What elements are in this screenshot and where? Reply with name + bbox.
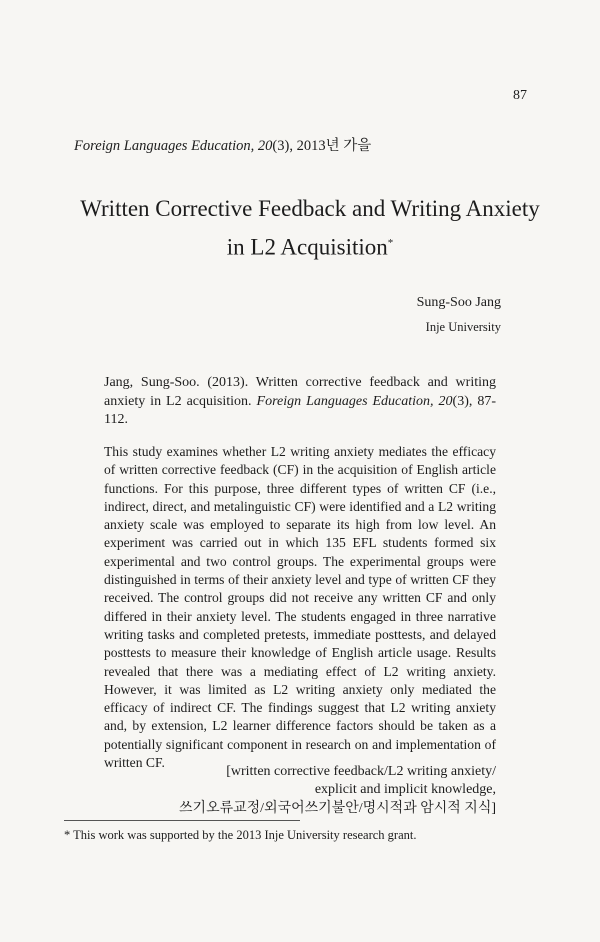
footnote-divider	[64, 820, 300, 821]
citation-volume: 20	[438, 393, 453, 409]
citation-journal: Foreign Languages Education,	[256, 393, 434, 409]
paper-title	[40, 192, 580, 265]
citation	[104, 374, 496, 430]
title-line-1: Written Corrective Feedback and Writing Anxiety	[80, 196, 540, 221]
journal-volume: 20	[257, 138, 273, 154]
journal-name: Foreign Languages Education,	[74, 138, 255, 154]
author-block	[417, 290, 501, 340]
abstract: This study examines whether L2 writing anxiety mediates the efficacy of written corrective feedback (CF) in the acquisition of English article functions. For this purpose, three different types of written CF (i.e., indirect, direct, and metalinguistic CF) were identified and a L2 writing anxiety scale was employed to separate its high from low level. An experiment was carried out in which 135 EFL students formed six experimental and two control groups. The experimental groups were distinguished in terms of their anxiety level and type of written CF they received. The control groups did not receive any written CF and only differed in their anxiety level. The students engaged in three narrative writing tasks and completed pretests, immediate posttests, and delayed posttests to measure their knowledge of English article usage. Results revealed that there was a mediating effect of L2 writing anxiety. However, it was limited as L2 writing anxiety only mediated the efficacy of indirect CF. The findings suggest that L2 writing anxiety and, by extension, L2 learner difference factors should be taken as a potentially significant component in research on and implementation of written CF.	[104, 444, 496, 771]
keywords	[179, 763, 496, 818]
keywords-line-2: explicit and implicit knowledge,	[314, 782, 496, 798]
journal-header	[74, 134, 371, 155]
keywords-line-3: 쓰기오류교정/외국어쓰기불안/명시적과 암시적 지식]	[179, 800, 496, 816]
keywords-line-1: [written corrective feedback/L2 writing anxiety/	[226, 764, 496, 779]
citation-prefix: Jang, Sung-Soo. (2013). Written corrective feedback and writing anxiety in L2 acquisition.	[104, 375, 496, 409]
title-line-2	[40, 226, 580, 265]
author-name: Sung-Soo Jang	[416, 295, 501, 310]
title-line-2-text: in L2 Acquisition	[226, 234, 388, 260]
footnote: * This work was supported by the 2013 Inje University research grant.	[64, 828, 417, 842]
journal-issue: (3), 2013년 가을	[272, 138, 372, 154]
author-affiliation: Inje University	[425, 320, 501, 334]
citation-suffix: (3), 87-112.	[104, 393, 497, 427]
page-number: 87	[513, 88, 527, 103]
title-footnote-mark: *	[387, 237, 394, 249]
